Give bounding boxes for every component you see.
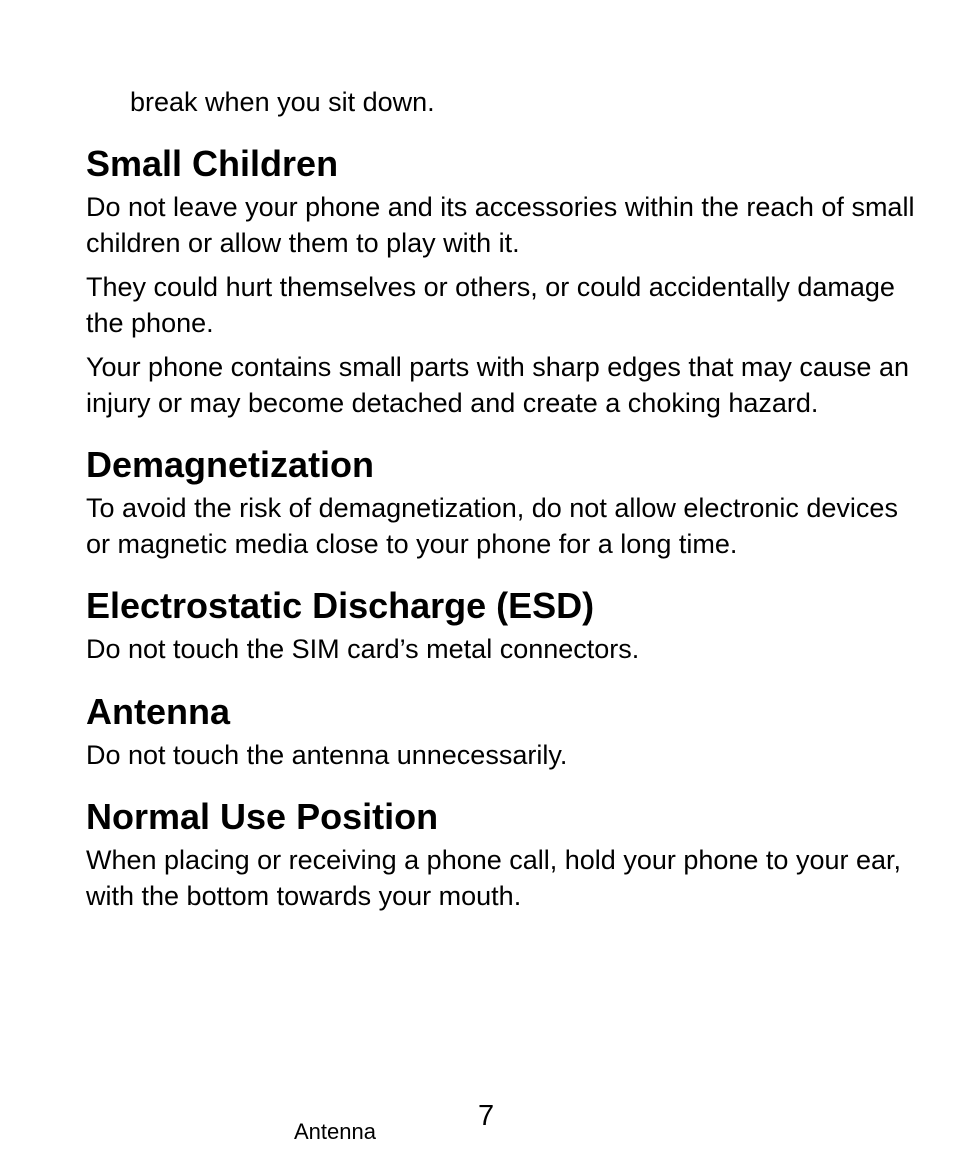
section-heading: Antenna xyxy=(86,690,230,732)
paragraph: Do not touch the SIM card’s metal connectors. xyxy=(86,634,640,664)
paragraph: They could hurt themselves or others, or could accidentally damage the phone. xyxy=(86,272,895,338)
footer-label: Antenna xyxy=(294,1119,376,1144)
section-heading: Small Children xyxy=(86,143,339,184)
section-normal-use-position xyxy=(86,795,916,914)
page-number: 7 xyxy=(478,1100,495,1132)
section-heading: Demagnetization xyxy=(86,444,375,485)
paragraph: To avoid the risk of demagnetization, do not allow electronic devices or magnetic media close to your phone for a long time. xyxy=(86,493,898,559)
page-content xyxy=(86,142,916,936)
section-antenna xyxy=(86,690,916,774)
paragraph: Do not touch the antenna unnecessarily. xyxy=(86,739,568,770)
section-demagnetization xyxy=(86,443,916,562)
paragraph: Your phone contains small parts with sharp edges that may cause an injury or may become detached and create a choking hazard. xyxy=(86,352,909,418)
section-esd xyxy=(86,584,916,668)
section-small-children xyxy=(86,142,916,421)
paragraph: When placing or receiving a phone call, hold your phone to your ear, with the bottom towards your mouth. xyxy=(86,845,902,911)
section-heading: Electrostatic Discharge (ESD) xyxy=(86,585,595,626)
section-heading: Normal Use Position xyxy=(86,796,439,837)
continuation-text: break when you sit down. xyxy=(130,87,435,117)
paragraph: Do not leave your phone and its accessories within the reach of small children or allow them to play with it. xyxy=(86,192,915,258)
